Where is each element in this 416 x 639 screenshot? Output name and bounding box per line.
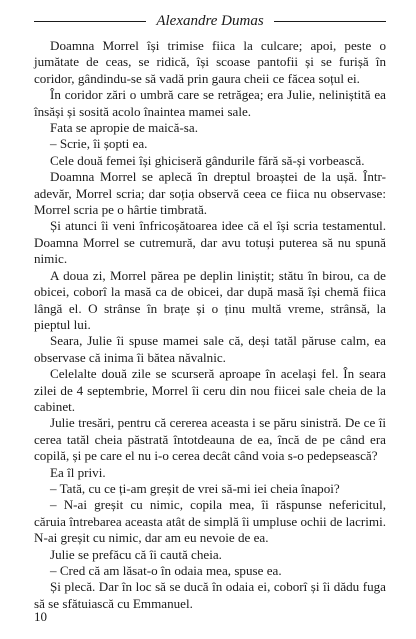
- paragraph: Și atunci îi veni înfricoșătoarea idee că el își scria testamentul. Doamna Morrel se cutremură, dar avu totuși puterea să nu spună nimic.: [34, 218, 386, 267]
- paragraph: Seara, Julie îi spuse mamei sale că, deși tatăl păruse calm, ea observase că inima îi bătea năvalnic.: [34, 333, 386, 365]
- paragraph: Doamna Morrel își trimise fiica la culcare; apoi, peste o jumătate de ceas, se ridică, își scoase pantofii și se furișă în coridor, gândindu-se să vadă prin gaura cheii ce făcea soțul ei.: [34, 38, 386, 86]
- dialogue-line: – Cred că am lăsat-o în odaia mea, spuse ea.: [50, 563, 282, 578]
- paragraph: Și plecă. Dar în loc să se ducă în odaia ei, coborî și îi dădu fuga să se sfătuiască cu Emmanuel.: [34, 579, 386, 611]
- paragraph: Cele două femei își ghiciseră gândurile fără să-și vorbească.: [50, 152, 365, 168]
- running-header: [34, 10, 386, 32]
- paragraph: În coridor zări o umbră care se retrăgea; era Julie, neliniștită ea însăși și sosită acolo înaintea mamei sale.: [34, 87, 386, 119]
- page-number: 10: [34, 609, 47, 624]
- header-rule-right: [274, 21, 386, 22]
- paragraph: Julie se prefăcu că îi caută cheia.: [50, 546, 222, 562]
- paragraph: Celelalte două zile se scurseră aproape în același fel. În seara zilei de 4 septembrie, Morrel îi ceru din nou fiicei sale cheia de la cabinet.: [34, 366, 386, 414]
- dialogue-line: – Scrie, îi șopti ea.: [50, 136, 148, 152]
- paragraph: Julie tresări, pentru că cererea aceasta i se păru sinistră. De ce îi cerea tatăl cheia păstrată întotdeauna de ea, încă de pe când era copilă, și pe care el nu i-o cerea decât când voia s-o pedepsească?: [34, 415, 386, 464]
- paragraph: A doua zi, Morrel părea pe deplin liniștit; stătu în birou, ca de obicei, coborî la masă ca de obicei, dar după masă își chemă fiica lângă el. O strânse în brațe și o ținu multă vreme, strânsă, la pieptul lui.: [34, 267, 386, 332]
- body-text: [34, 38, 386, 612]
- paragraph: Doamna Morrel se aplecă în dreptul broaștei de la ușă. Într-adevăr, Morrel scria; dar soția observă ceea ce fiica nu observase: Morrel scria pe o hârtie timbrată.: [34, 169, 386, 218]
- dialogue-line: – Tată, cu ce ți-am greșit de vrei să-mi iei cheia înapoi?: [50, 480, 340, 496]
- paragraph: Ea îl privi.: [50, 464, 106, 480]
- running-title: Alexandre Dumas: [156, 12, 264, 29]
- dialogue-line: – N-ai greșit cu nimic, copila mea, îi răspunse nefericitul, căruia întrebarea aceasta atât de simplă îi umpluse ochii de lacrimi. N-ai greșit cu nimic, dar am eu nevoie de ea.: [34, 497, 386, 546]
- header-rule-left: [34, 21, 146, 22]
- book-page: [0, 10, 416, 639]
- paragraph: Fata se apropie de maică-sa.: [50, 120, 198, 136]
